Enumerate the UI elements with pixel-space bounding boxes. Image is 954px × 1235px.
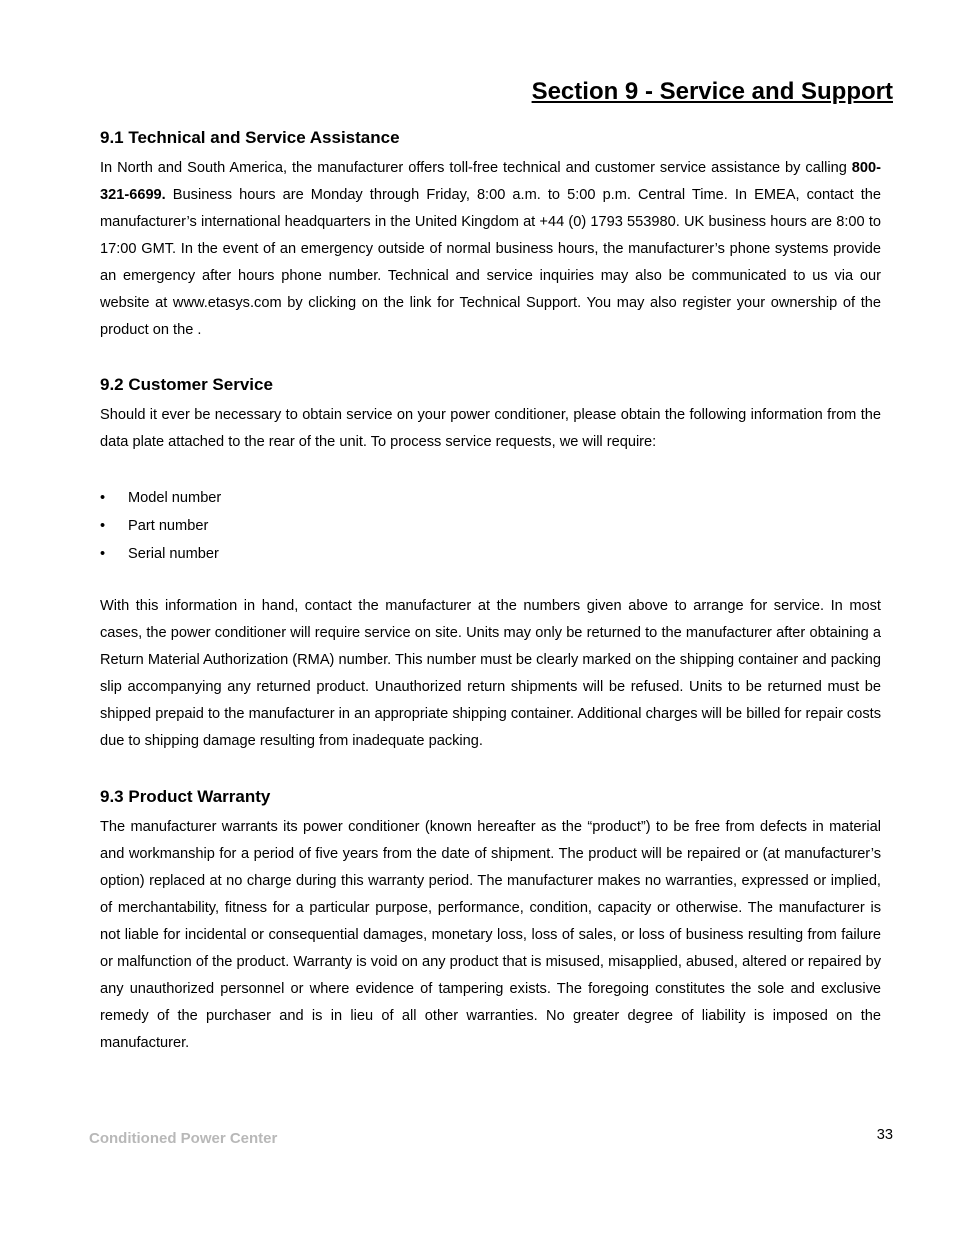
paragraph-product-warranty: The manufacturer warrants its power conditioner (known hereafter as the “product”) to be free from defects in material and workmanship for a period of five years from the date of shipment. The product will be repaired or (at manufacturer’s option) replaced at no charge during this warranty period. The manufacturer makes no warranties, expressed or implied, of merchantability, fitness for a particular purpose, performance, condition, capacity or otherwise. The manufacturer is not liable for incidental or consequential damages, monetary loss, loss of sales, or loss of business resulting from failure or malfunction of the product. Warranty is void on any product that is misused, misapplied, abused, altered or repaired by any unauthorized personnel or where evidence of tampering exists. The foregoing constitutes the sole and exclusive remedy of the purchaser and is in lieu of all other warranties. No greater degree of liability is imposed on the manufacturer. [100, 819, 881, 1051]
heading-customer-service: 9.2 Customer Service [100, 375, 273, 394]
paragraph-text: In North and South America, the manufacturer offers toll-free technical and customer service assistance by calling [100, 160, 852, 176]
phone-number: 800-321-6699. [100, 160, 881, 203]
paragraph-customer-service-intro: Should it ever be necessary to obtain service on your power conditioner, please obtain the following information from the data plate attached to the rear of the unit. To process service requests, we will require: [100, 407, 881, 450]
bullet-icon: • [100, 490, 106, 506]
page-number: 33 [876, 1127, 893, 1143]
paragraph-customer-service-returns: With this information in hand, contact the manufacturer at the numbers given above to arrange for service. In most cases, the power conditioner will require service on site. Units may only be returned to the manufacturer after obtaining a Return Material Authorization (RMA) number. This number must be clearly marked on the shipping container and packing slip accompanying any returned product. Unauthorized return shipments will be refused. Units to be returned must be shipped prepaid to the manufacturer in an appropriate shipping container. Additional charges will be billed for repair costs due to shipping damage resulting from inadequate packing. [100, 598, 881, 749]
section-title: Section 9 - Service and Support [531, 78, 893, 105]
bullet-icon: • [100, 518, 106, 534]
bullet-icon: • [100, 546, 106, 562]
list-item [100, 512, 221, 540]
list-item [100, 540, 221, 568]
list-item [100, 484, 221, 512]
heading-technical-service-assistance: 9.1 Technical and Service Assistance [100, 128, 400, 147]
list-item-label: Serial number [128, 546, 219, 562]
paragraph-text: Business hours are Monday through Friday, 8:00 a.m. to 5:00 p.m. Central Time. In EMEA, contact the manufacturer’s international headquarters in the United Kingdom at +44 (0) 1793 553980. UK business hours are 8:00 to 17:00 GMT. In the event of an emergency outside of normal business hours, the manufacturer’s phone systems provide an emergency after hours phone number. Technical and service inquiries may also be communicated to us via our website at www.etasys.com by clicking on the link for Technical Support. You may also register your ownership of the product on the . [100, 187, 881, 338]
footer-product-name: Conditioned Power Center [89, 1130, 278, 1147]
list-item-label: Model number [128, 490, 222, 506]
list-item-label: Part number [128, 518, 209, 534]
heading-product-warranty: 9.3 Product Warranty [100, 787, 271, 806]
required-info-list [100, 484, 221, 568]
paragraph-technical-service-assistance [100, 155, 881, 344]
